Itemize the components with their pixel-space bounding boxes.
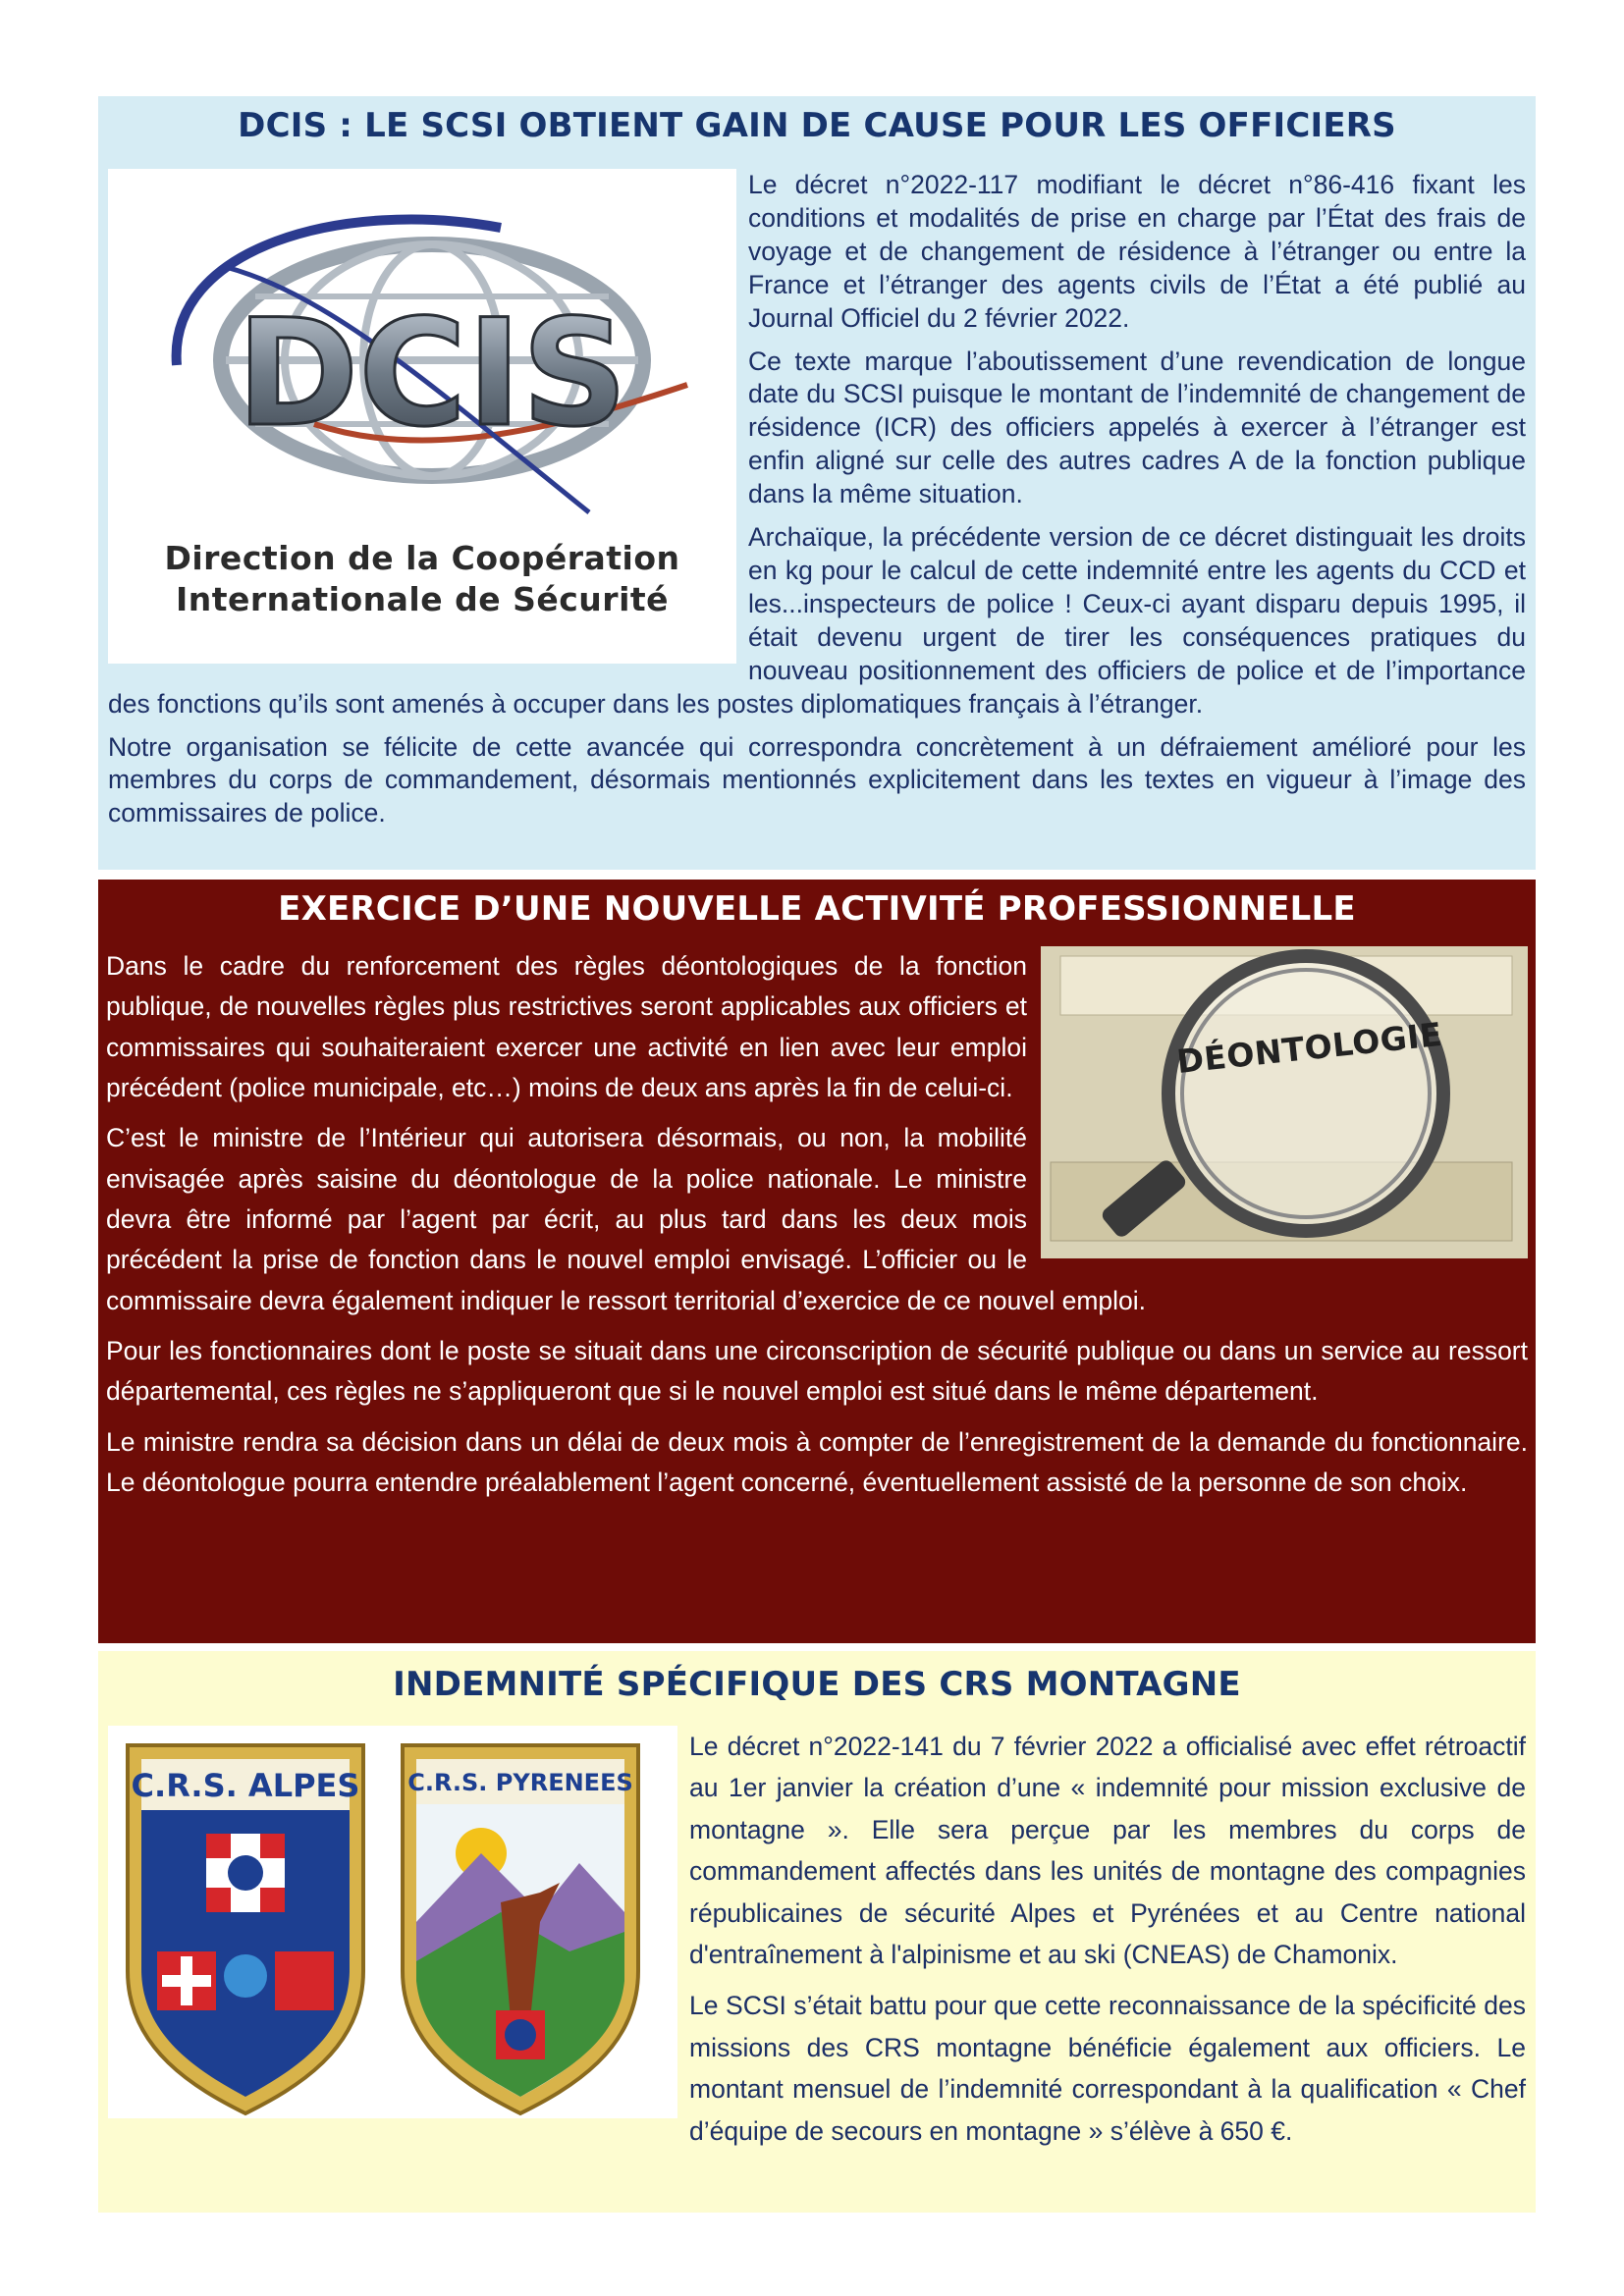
section-dcis — [98, 96, 1536, 870]
deontologie-label: DÉONTOLOGIE — [1174, 1014, 1444, 1082]
dcis-logo — [108, 169, 736, 664]
section-body-dcis — [108, 169, 1526, 840]
section-title-dcis: DCIS : LE SCSI OBTIENT GAIN DE CAUSE POUR LES OFFICIERS — [238, 106, 1396, 145]
paragraph: Le SCSI s’était battu pour que cette reconnaissance de la spécificité des missions des CRS montagne bénéficie également aux officiers. Le montant mensuel de l’indemnité correspondant à la qualification « Chef d’équipe de secours en montagne » s’élève à 650 €. — [689, 1991, 1526, 2146]
section-title-crs: INDEMNITÉ SPÉCIFIQUE DES CRS MONTAGNE — [393, 1665, 1241, 1704]
section-body-deontologie — [106, 946, 1528, 1513]
section-body-crs — [108, 1726, 1526, 2162]
dcis-logo-line1: Direction de la Coopération — [164, 539, 680, 577]
paragraph: Ce texte marque l’aboutissement d’une revendication de longue date du SCSI puisque le montant de l’indemnité de changement de résidence (ICR) des officiers appelés à exercer à l’étranger est enfin aligné sur celle des autres cadres A de la fonction publique dans la même situation. — [748, 346, 1526, 509]
paragraph: Le ministre rendra sa décision dans un délai de deux mois à compter de l’enregistrement de la demande du fonctionnaire. Le déontologue pourra entendre préalablement l’agent concerné, éventuellement assisté de la personne de son choix. — [106, 1426, 1528, 1497]
crs-alpes-label: C.R.S. ALPES — [131, 1767, 360, 1804]
crs-shield-icons — [108, 1726, 677, 2118]
dcis-logo-line2: Internationale de Sécurité — [175, 580, 670, 618]
paragraph: Pour les fonctionnaires dont le poste se situait dans une circonscription de sécurité publique ou dans un service au ressort départemental, ces règles ne s’appliqueront que si le nouvel emploi est situé dans le même département. — [106, 1335, 1528, 1407]
paragraph: C’est le ministre de l’Intérieur qui autorisera désormais, ou non, la mobilité envisagée après saisine du déontologue de la police nationale. Le ministre devra être informé par l’agent par écrit, au plus tard dans les deux mois précédent la prise de fonction dans le nouvel emploi envisagé. L’officier ou le commissaire devra également indiquer le ressort territorial d’exercice de ce nouvel emploi. — [106, 1123, 1147, 1315]
paragraph: Le décret n°2022-141 du 7 février 2022 a officialisé avec effet rétroactif au 1er janvier la création d’une « indemnité pour mission exclusive de montagne ». Elle sera perçue par les membres du corps de commandement affectés dans les unités de montagne des compagnies républicaines de sécurité Alpes et Pyrénées et au Centre national d'entraînement à l'alpinisme et au ski (CNEAS) de Chamonix. — [689, 1732, 1526, 1969]
paragraph: Dans le cadre du renforcement des règles déontologiques de la fonction publique, de nouvelles règles plus restrictives seront applicables aux officiers et commissaires qui souhaiteraient exercer une activité en lien avec leur emploi précédent (police municipale, etc…) moins de deux ans après la fin de celui-ci. — [106, 951, 1027, 1102]
crs-pyrenees-label: C.R.S. PYRENEES — [407, 1769, 633, 1796]
deontologie-photo — [1041, 946, 1528, 1258]
section-crs-montagne — [98, 1651, 1536, 2213]
section-deontologie — [98, 880, 1536, 1643]
dcis-wordmark: DCIS — [236, 289, 628, 459]
crs-badges — [108, 1726, 677, 2118]
section-title-deontologie: EXERCICE D’UNE NOUVELLE ACTIVITÉ PROFESSIONNELLE — [278, 889, 1356, 929]
crs-alpes-badge — [128, 1745, 363, 2113]
paragraph: Archaïque, la précédente version de ce décret distinguait les droits en kg pour le calcul de cette indemnité entre les agents du CCD et les...inspecteurs de police ! Ceux-ci ayant disparu depuis 1995, il était devenu urgent de tirer les conséquences pratiques du nouveau positionnement des officiers de police et de l’importance des fonctions qu’ils sont amenés à occuper dans les postes diplomatiques français à l’étranger. — [108, 522, 1526, 719]
magnifier-icon — [1041, 946, 1528, 1258]
paragraph: Notre organisation se félicite de cette avancée qui correspondra concrètement à un défraiement amélioré pour les membres du corps de commandement, désormais mentionnés explicitement dans les textes en vigueur à l’image des commissaires de police. — [108, 731, 1526, 828]
crs-pyrenees-badge — [403, 1745, 638, 2113]
paragraph: Le décret n°2022-117 modifiant le décret n°86-416 fixant les conditions et modalités de prise en charge par l’État des frais de voyage et de changement de résidence à l’étranger ou entre la France et l’étranger des agents civils de l’État a été publié au Journal Officiel du 2 février 2022. — [748, 170, 1526, 333]
